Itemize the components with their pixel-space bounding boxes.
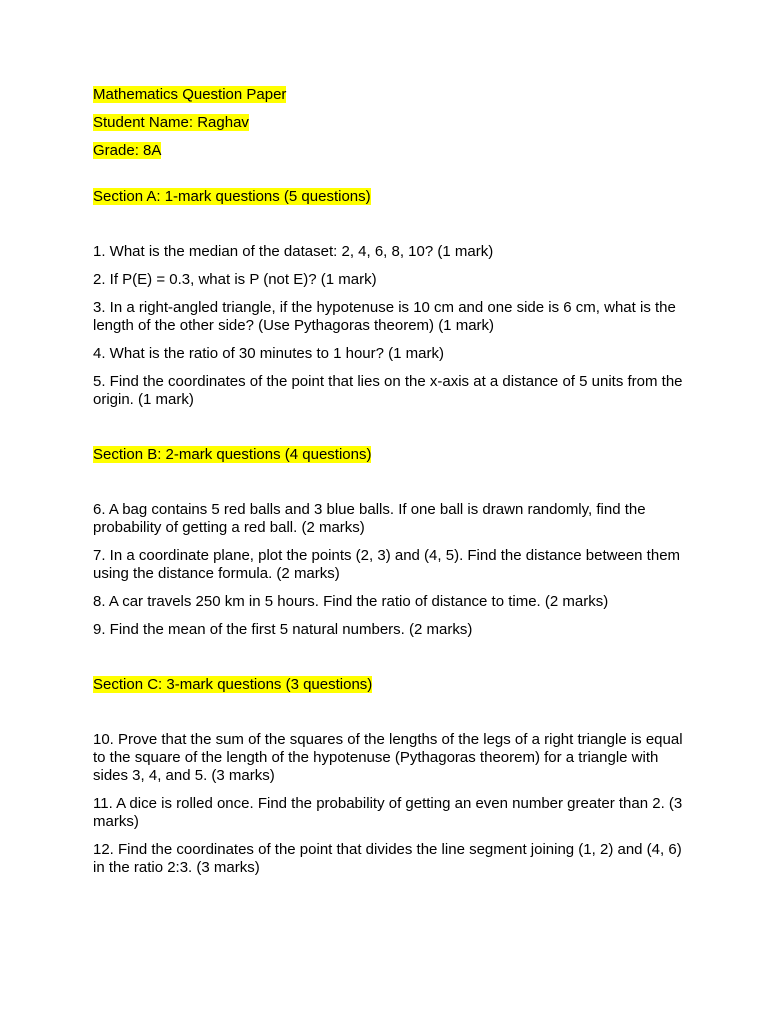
question-item: 12. Find the coordinates of the point that divides the line segment joining (1, 2) and (4, 6) in the ratio 2:3. (3 marks) [93,841,682,876]
section-heading: Section A: 1-mark questions (5 questions) [93,188,371,205]
document-page [93,86,683,887]
question-item: 9. Find the mean of the first 5 natural numbers. (2 marks) [93,621,473,638]
question-item: 6. A bag contains 5 red balls and 3 blue balls. If one ball is drawn randomly, find the probability of getting a red ball. (2 marks) [93,501,646,536]
question-item: 7. In a coordinate plane, plot the points (2, 3) and (4, 5). Find the distance between them using the distance formula. (2 marks) [93,547,681,582]
question-item: 1. What is the median of the dataset: 2, 4, 6, 8, 10? (1 mark) [93,243,494,260]
question-item: 4. What is the ratio of 30 minutes to 1 hour? (1 mark) [93,345,444,362]
question-item: 5. Find the coordinates of the point that lies on the x-axis at a distance of 5 units from the origin. (1 mark) [93,373,683,408]
section-heading-line [93,676,683,694]
grade-line [93,142,683,160]
section-heading: Section B: 2-mark questions (4 questions) [93,446,372,463]
section-heading-line [93,188,683,206]
question-item: 3. In a right-angled triangle, if the hypotenuse is 10 cm and one side is 6 cm, what is the length of the other side? (Use Pythagoras theorem) (1 mark) [93,299,676,334]
grade: Grade: 8A [93,142,162,159]
section-c [93,676,683,877]
section-heading: Section C: 3-mark questions (3 questions) [93,676,373,693]
paper-title-line [93,86,683,104]
question-item: 8. A car travels 250 km in 5 hours. Find the ratio of distance to time. (2 marks) [93,593,609,610]
question-item: 10. Prove that the sum of the squares of the lengths of the legs of a right triangle is equal to the square of the length of the hypotenuse (Pythagoras theorem) for a triangle with sides 3, 4, and 5. (3 marks) [93,731,683,784]
section-b [93,446,683,639]
document-header [93,86,683,160]
section-heading-line [93,446,683,464]
student-name: Student Name: Raghav [93,114,249,131]
student-name-line [93,114,683,132]
question-item: 2. If P(E) = 0.3, what is P (not E)? (1 mark) [93,271,377,288]
question-item: 11. A dice is rolled once. Find the probability of getting an even number greater than 2. (3 marks) [93,795,683,830]
section-a [93,188,683,409]
paper-title: Mathematics Question Paper [93,86,287,103]
